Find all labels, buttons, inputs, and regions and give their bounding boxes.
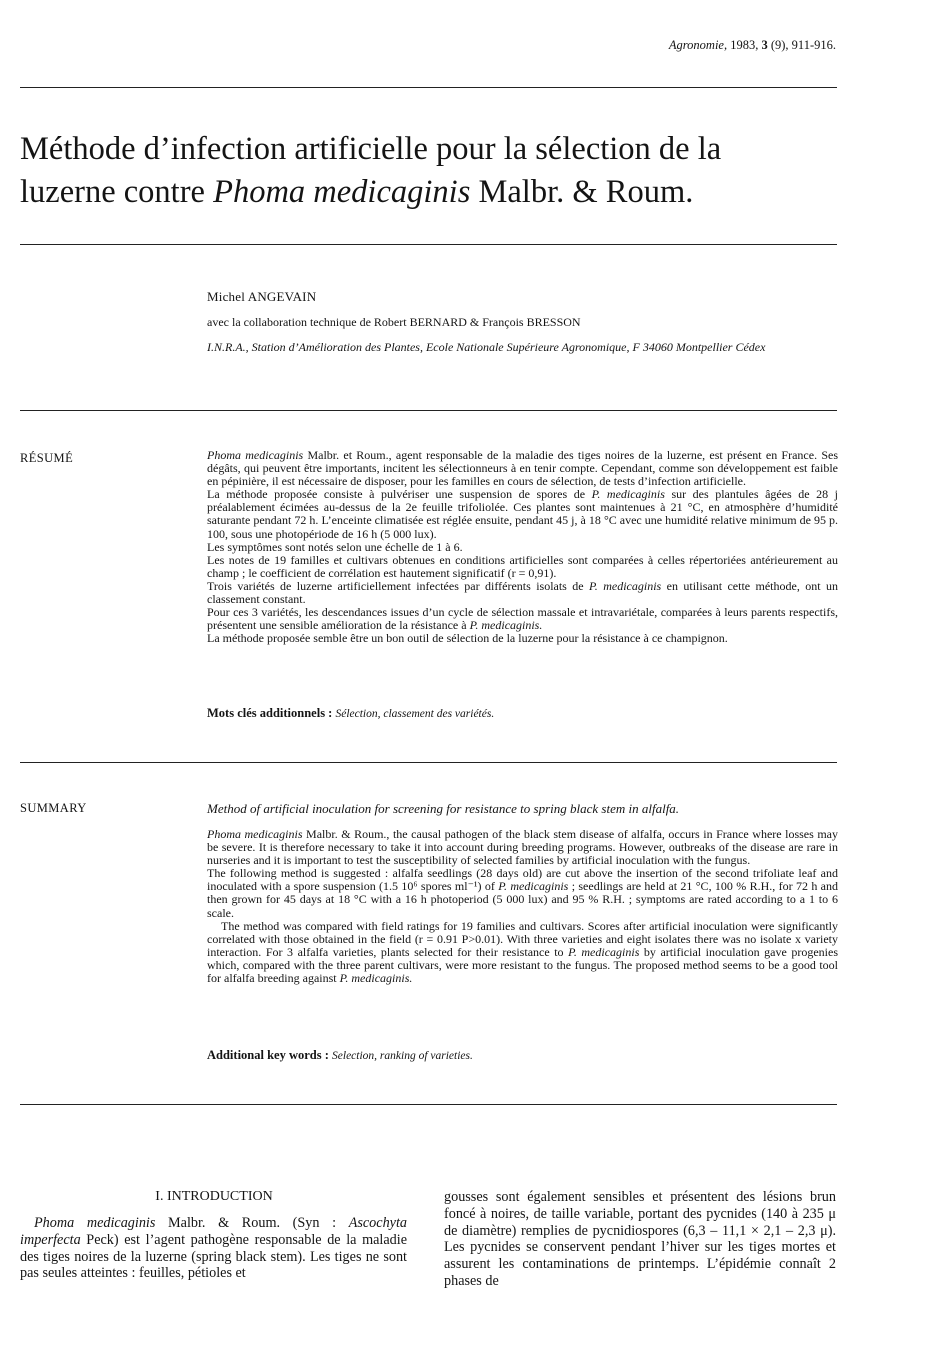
resume-paragraph: Les symptômes sont notés selon une échelle de 1 à 6.: [207, 539, 463, 554]
summary-body: [207, 828, 838, 985]
author-rule: [20, 410, 837, 411]
resume-keywords-label: Mots clés additionnels :: [207, 706, 333, 720]
resume-paragraph: Phoma medicaginis Malbr. et Roum., agent responsable de la maladie des tiges noires de la luzerne, est présent en France. Ses dégâts, qui peuvent être importants, incitent les sélectionneurs à en tenir compte. Cependant, comme son développement est faible en pépinière, il est nécessaire de disposer, pour les familles en cours de sélection, de tests d’infection artificielle.: [207, 448, 838, 489]
journal-citation: [560, 38, 836, 53]
summary-keywords-text: Selection, ranking of varieties.: [332, 1050, 473, 1062]
intro-paragraph: gousses sont également sensibles et présentent des lésions brun foncé à noires, de taille variable, portant des pycnides (140 à 235 μ de diamètre) remplies de pycnidiospores (6,3 – 11,1 × 2,1 – 2,3 μ). Les pycnides se conservent pendant l’hiver sur les tiges mortes et assurent les contaminations de printemps. L’épidémie connaît 2 phases de: [444, 1189, 836, 1289]
journal-volume: 3: [761, 38, 768, 52]
summary-paragraph: Phoma medicaginis Malbr. & Roum., the causal pathogen of the black stem disease of alfalfa, occurs in France where losses may be severe. It is therefore necessary to take it into account during breeding programs. However, outbreaks of the disease are rare in nurseries and it is important to test the susceptibility of selected families by artificial inoculation with the fungus.: [207, 827, 838, 868]
title-rule: [20, 244, 837, 245]
resume-paragraph: Trois variétés de luzerne artificiellement infectées par différents isolats de P. medicaginis en utilisant cette méthode, ont un classement constant.: [207, 578, 838, 607]
intro-paragraph: Phoma medicaginis Malbr. & Roum. (Syn : Ascochyta imperfecta Peck) est l’agent pathogène responsable de la maladie des tiges noires de la luzerne (spring black stem). Les tiges ne sont pas seules atteintes : feuilles, pétioles et: [20, 1215, 407, 1282]
summary-title: Method of artificial inoculation for screening for resistance to spring black stem in alfalfa.: [207, 801, 680, 816]
resume-keywords: [207, 706, 494, 721]
journal-issue: (9),: [770, 38, 789, 52]
journal-year: 1983,: [730, 38, 759, 52]
summary-keywords: [207, 1048, 473, 1063]
resume-rule: [20, 762, 837, 763]
journal-pages: 911-916.: [791, 38, 836, 52]
summary-paragraph: The method was compared with field ratings for 19 families and cultivars. Scores after artificial inoculation were significantly correlated with those obtained in the field (r = 0.91 P>0.01). With three varieties and eight isolates there was no isolate x variety interaction. For 3 alfalfa varieties, plants selected for their resistance to P. medicaginis by artificial inoculation gave progenies which, compared with the three parent cultivars, were more resistant to the fungus. The proposed method seems to be a good tool for alfalfa breeding against P. medicaginis.: [207, 918, 838, 986]
intro-left-column: [20, 1215, 407, 1282]
affiliation: I.N.R.A., Station d’Amélioration des Plantes, Ecole Nationale Supérieure Agronomique, F 34060 Montpellier Cédex: [207, 340, 766, 354]
summary-label: SUMMARY: [20, 801, 87, 815]
journal-name: Agronomie,: [668, 38, 728, 52]
header-rule: [20, 87, 837, 88]
summary-rule: [20, 1104, 837, 1105]
resume-paragraph: La méthode proposée consiste à pulvériser une suspension de spores de P. medicaginis sur des plantules âgées de 28 j préalablement écimées au-dessus de la 2e feuille trifoliolée. Ces plantes sont maintenues à 21 °C, en atmosphère d’humidité saturante pendant 72 h. L’enceinte climatisée est réglée ensuite, pendant 45 j, à 18 °C avec une humidité relative minimum de 95 p. 100, sous une photopériode de 16 h (5 000 lux).: [207, 487, 839, 541]
page-title: [20, 128, 850, 214]
intro-right-column: [444, 1189, 836, 1290]
resume-paragraph: Pour ces 3 variétés, les descendances issues d’un cycle de sélection massale et intravariétale, comparées à leurs parents respectifs, présentent une sensible amélioration de la résistance à P. medicaginis.: [207, 605, 838, 633]
resume-paragraph: La méthode proposée semble être un bon outil de sélection de la luzerne pour la résistance à ce champignon.: [207, 631, 728, 646]
title-line-2: luzerne contre Phoma medicaginis Malbr. & Roum.: [20, 174, 694, 210]
collaboration-note: avec la collaboration technique de Robert BERNARD & François BRESSON: [207, 315, 581, 329]
resume-keywords-text: Sélection, classement des variétés.: [335, 708, 495, 720]
title-line-1: Méthode d’infection artificielle pour la sélection de la: [20, 131, 722, 167]
section-heading-introduction: I. INTRODUCTION: [155, 1189, 273, 1204]
summary-paragraph: The following method is suggested : alfalfa seedlings (28 days old) are cut above the insertion of the second trifoliate leaf and inoculated with a spore suspension (1.5 10⁶ spores ml⁻¹) of P. medicaginis ; seedlings are held at 21 °C, 100 % R.H., for 72 h and then grown for 45 days at 18 °C with a 16 h photoperiod (5 000 lux) and 95 % R.H. ; symptoms are rated according to a 1 to 6 scale.: [207, 866, 838, 920]
resume-label: RÉSUMÉ: [20, 451, 74, 465]
author-name: Michel ANGEVAIN: [207, 289, 317, 304]
title-species: Phoma medicaginis: [213, 174, 471, 210]
resume-paragraph: Les notes de 19 familles et cultivars obtenues en conditions artificielles sont comparées à celles répertoriées antérieurement au champ ; le coefficient de corrélation est hautement significatif (r = 0,91).: [207, 552, 838, 580]
resume-body: [207, 449, 838, 645]
summary-keywords-label: Additional key words :: [207, 1048, 329, 1062]
